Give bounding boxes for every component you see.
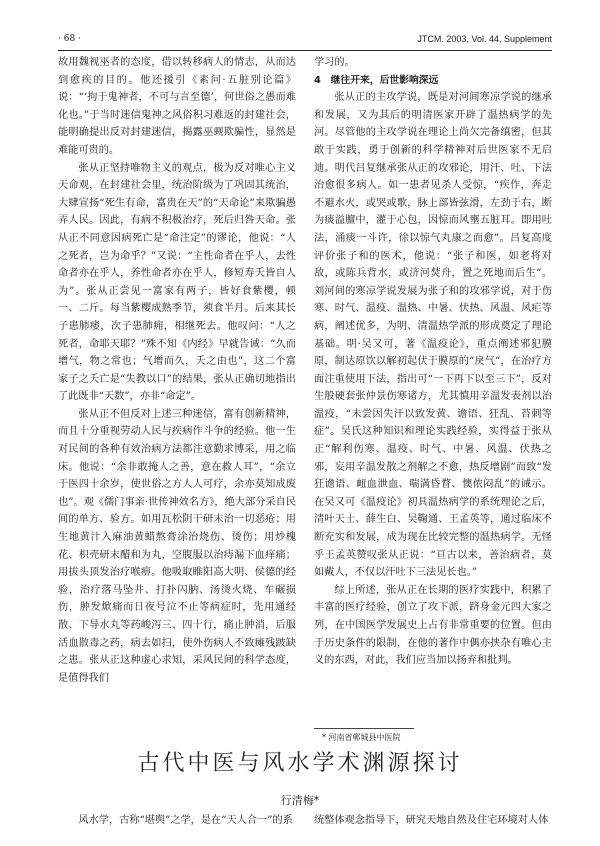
section-heading: 4 继往开来，后世影响深远 bbox=[314, 74, 439, 86]
article-author: 行清梅* bbox=[280, 794, 320, 807]
author-affiliation-footnote: * 河南省郸城县中医院 bbox=[322, 733, 401, 742]
article-title: 古代中医与风水学术渊源探讨 bbox=[137, 751, 463, 776]
journal-citation: JTCM. 2003, Vol. 44, Supplement bbox=[417, 34, 552, 44]
paragraph: 综上所述，张从正在长期的医疗实践中，积累了丰富的医疗经验，创立了攻下派，跻身金元四大家之列，在中国医学发展史上占有非常重要的位置。但由于历史条件的限制，在他的著作中偶亦挟杂有唯心主义的东西，对此，我们应当加以扬弃和批判。 bbox=[314, 584, 552, 666]
right-column bbox=[314, 54, 552, 666]
paragraph: 故用魏视巫者的态度，借以转移病人的情志，从而达到愈疾的目的。他还援引《素问·五脏别论篇》说：“‘拘于鬼神者，不可与言至德’，何世俗之愚而难化也。”于当时迷信鬼神之风俗积习难返的封建社会，能明确提出反对封建迷信，揭露巫觋欺骗性，显然是难能可贵的。 bbox=[58, 57, 296, 156]
page-header bbox=[58, 34, 552, 50]
paragraph: 张从正不但反对上述三种迷信，富有创新精神，而且十分重视劳动人民与疾病作斗争的经验。他一生对民间的各种有效治病方法都注意勤求博采，用之临床。他说：“余非敢掩人之善，意在救人耳”，“余立于医四十余岁，使世俗之方人人可疗，余亦莫知成废也”。观《儒门事亲·世传神效名方》，绝大部分采自民间的单方、验方。如用瓦松阴干研末治一切恶疮；用生地黄汁入麻油黄蜡熬膏涂治烧伤、烫伤；用炒槐花、枳壳研末醋和为丸，空腹服以治痔漏下血痒痛；用拔头顶发治疗喉痹。他吸取睢阳高大明、侯德的经验，治疗落马坠井、打扑闪肭、汤烫火烧、车碾损伤，肿发焮痛而日夜号泣不止等病症时，先用通经散、下导水丸等药峻泻三、四十行，痛止肿消，后服活血散毒之药，病去如扫，使外伤病人不致瘫残跛缺之患。张从正这种虚心求知，采风民间的科学态度，是值得我们 bbox=[58, 408, 296, 684]
article-body-start-left: 风水学，古称“堪舆”之学，是在“天人合一”的系 bbox=[78, 815, 293, 826]
paragraph: 张从正的主攻学说，既是对河间寒凉学说的继承和发展，又为其后的明清医家开辟了温热病学的先河。尽管他的主攻学说在理论上尚欠完备缜密，但其敢于实践，勇于创新的科学精神对后世医家不无启迪。明代吕复继承张从正的攻邪论，用汗、吐、下法治愈很多病人。如一患者见杀人受惊，“疾作，奔走不避水火，或哭或歌，脉上部皆弦滑，左劲于右，断为痰溢膻中，灌于心包，因惊而风壅五脏耳。即用吐法，涌痰一斗许，徐以惊气丸康之而愈”。吕复高度评价张子和的医术，他说：“张子和医，如老将对敌，或陈兵背水，或济河焚舟，置之死地而后生”。刘河间的寒凉学说发展为张子和的攻邪学说，对于伤寒、时气、温疫、温热、中暑、伏热、风温、风疟等病，阐述优多，为明、清温热学派的形成奠定了理论基础。明·吴又可，著《温疫论》，重点阐述邪犯膜原，制达原饮以解初起伏于膜原的“戾气”，在治疗方面注重使用下法，指出可“一下再下以至三下”，反对生般硬套张仲景伤寒诸方，尤其慎用辛温发表剂以治温疫，“未尝因失汗以致发黄、谵语、狂乱、苔刺等症”。吴氏这种知识和理论实践经验，实得益于张从正“解利伤寒、温疫、时气、中暑、风温、伏热之邪，妄用辛温发散之剂解之不愈，热反增剧”而致“发狂谵语、衄血泄血、喘满昏瞀、懊侬闷乱”的诫示。在吴又可《温疫论》初具温热病学的系统理论之后，清叶天士、薛生白、吴鞠通、王孟英等，通过临床不断充实和发展，成为现在比较完整的温热病学。无怪乎王孟英赞叹张从正说：“亘古以来，善治病者，莫如戴人，不仅以汗吐下三法见长也。” bbox=[314, 92, 552, 579]
header-rule bbox=[58, 50, 552, 51]
footnote-rule bbox=[314, 728, 414, 729]
left-column bbox=[58, 54, 296, 712]
page-number: · 68 · bbox=[58, 34, 81, 44]
article-body-start-right: 统整体观念指导下，研究天地自然及住宅环境对人体 bbox=[314, 815, 549, 826]
paragraph: 张从正坚持唯物主义的观点，极为反对唯心主义天命观，在封建社会里，统治阶级为了巩固其统治，大肆宣扬“死生有命，富贵在天”的“天命论”来欺骗愚弄人民。因此，有病不积极治疗，死后归咎天命。张从正不同意因病死亡是“命注定”的谬论，他说：“人之死者，岂为命乎？”又说：“主性命者在乎人，去性命者亦在乎人，养性命者亦在乎人，修短寿夭皆自人为”。张从正尝见一富家有两子，皆好食紫樱，顿一、二斤。每当紫樱成熟季节，须食半月。后来其长子患肺痿，次子患肺痈，相继死去。他叹问：“人之死者，命耶天耶？”殊不知《内经》早就告诫：“久而增气，物之常也；气增而久，夭之由也”，这二个富家子之夭亡是“失教以口”的结果，张从正确切地指出了此既非“天数”，亦非“命定”。 bbox=[58, 162, 296, 403]
paragraph: 学习的。 bbox=[314, 57, 355, 68]
